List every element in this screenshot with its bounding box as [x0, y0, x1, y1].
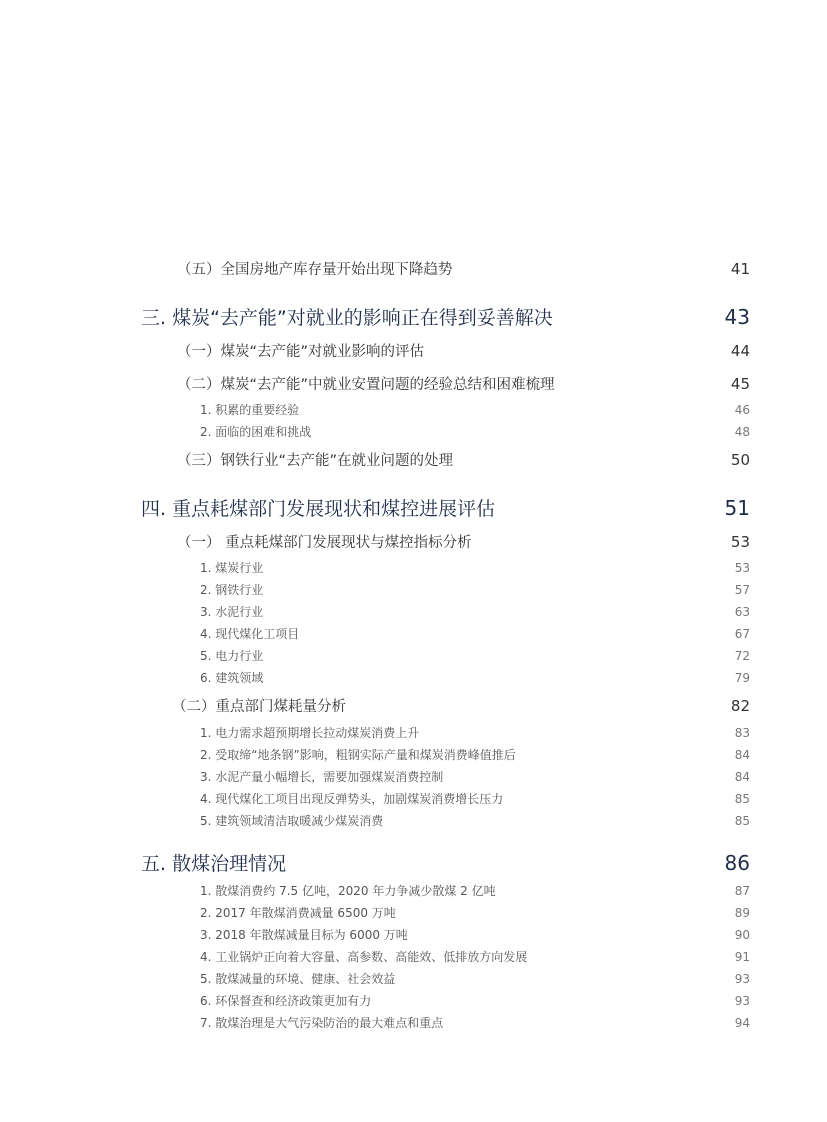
toc-page-number: 82: [730, 697, 750, 715]
toc-entry-sec4-sub2-item3[interactable]: [200, 768, 750, 785]
toc-label: 6. 建筑领域: [200, 671, 264, 685]
toc-label: 7. 散煤治理是大气污染防治的最大难点和重点: [200, 1016, 444, 1030]
toc-label: 1. 积累的重要经验: [200, 403, 300, 417]
toc-page-number: 79: [734, 671, 750, 685]
toc-label: 4. 现代煤化工项目: [200, 627, 300, 641]
toc-label: 3. 水泥行业: [200, 605, 264, 619]
toc-page-number: 46: [734, 403, 750, 417]
toc-section-4[interactable]: [141, 494, 750, 521]
toc-entry-sec3-sub2[interactable]: [177, 373, 750, 394]
toc-entry-sec3-sub2-item2[interactable]: [200, 423, 750, 440]
toc-label: （二）重点部门煤耗量分析: [172, 699, 346, 715]
toc-entry-sec2-item5[interactable]: [177, 258, 750, 279]
toc-label: （一） 重点耗煤部门发展现状与煤控指标分析: [177, 535, 472, 551]
toc-label: 5. 电力行业: [200, 649, 264, 663]
toc-page-number: 44: [730, 342, 750, 360]
toc-page-number: 43: [724, 305, 750, 329]
toc-label: 1. 电力需求超预期增长拉动煤炭消费上升: [200, 726, 420, 740]
toc-entry-sec4-sub1-item5[interactable]: [200, 647, 750, 664]
toc-label: 2. 2017 年散煤消费减量 6500 万吨: [200, 906, 396, 920]
toc-entry-sec3-sub1[interactable]: [177, 340, 750, 361]
toc-page-number: 86: [724, 851, 750, 875]
toc-entry-sec4-sub1-item2[interactable]: [200, 581, 750, 598]
toc-label: 1. 煤炭行业: [200, 561, 264, 575]
toc-page-number: 57: [734, 583, 750, 597]
toc-page-number: 93: [734, 972, 750, 986]
toc-label: 5. 建筑领域清洁取暖减少煤炭消费: [200, 814, 384, 828]
toc-label: （五）全国房地产库存量开始出现下降趋势: [177, 262, 453, 278]
toc-page-number: 83: [734, 726, 750, 740]
toc-section-title: 三. 煤炭“去产能”对就业的影响正在得到妥善解决: [141, 307, 553, 329]
toc-page-number: 63: [734, 605, 750, 619]
toc-entry-sec4-sub2-item4[interactable]: [200, 790, 750, 807]
toc-section-title: 四. 重点耗煤部门发展现状和煤控进展评估: [141, 498, 496, 520]
toc-page-number: 84: [734, 770, 750, 784]
toc-page-number: 45: [730, 375, 750, 393]
toc-entry-sec4-sub2[interactable]: [172, 695, 750, 716]
toc-page-number: 85: [734, 792, 750, 806]
toc-label: 4. 现代煤化工项目出现反弹势头，加剧煤炭消费增长压力: [200, 792, 504, 806]
toc-page-number: 51: [724, 496, 750, 520]
toc-entry-sec4-sub2-item2[interactable]: [200, 746, 750, 763]
toc-section-3[interactable]: [141, 303, 750, 330]
toc-page-number: 85: [734, 814, 750, 828]
toc-entry-sec5-item1[interactable]: [200, 882, 750, 899]
toc-entry-sec5-item3[interactable]: [200, 926, 750, 943]
toc-entry-sec4-sub1-item3[interactable]: [200, 603, 750, 620]
toc-entry-sec4-sub1-item1[interactable]: [200, 559, 750, 576]
toc-page-number: 94: [734, 1016, 750, 1030]
toc-page-number: 89: [734, 906, 750, 920]
toc-page-number: 93: [734, 994, 750, 1008]
toc-page-number: 53: [734, 561, 750, 575]
toc-page-number: 67: [734, 627, 750, 641]
toc-entry-sec4-sub2-item1[interactable]: [200, 724, 750, 741]
toc-label: 2. 钢铁行业: [200, 583, 264, 597]
toc-entry-sec3-sub3[interactable]: [177, 449, 750, 470]
toc-page-number: 50: [730, 451, 750, 469]
toc-label: 2. 受取缔“地条钢”影响，粗钢实际产量和煤炭消费峰值推后: [200, 748, 516, 762]
toc-entry-sec5-item4[interactable]: [200, 948, 750, 965]
toc-label: （一）煤炭“去产能”对就业影响的评估: [177, 344, 425, 360]
toc-label: 3. 水泥产量小幅增长，需要加强煤炭消费控制: [200, 770, 444, 784]
toc-label: 5. 散煤减量的环境、健康、社会效益: [200, 972, 396, 986]
toc-entry-sec5-item7[interactable]: [200, 1014, 750, 1031]
toc-entry-sec4-sub1-item6[interactable]: [200, 669, 750, 686]
toc-page-number: 87: [734, 884, 750, 898]
toc-entry-sec5-item2[interactable]: [200, 904, 750, 921]
toc-section-5[interactable]: [141, 849, 750, 876]
toc-page-number: 91: [734, 950, 750, 964]
toc-entry-sec5-item6[interactable]: [200, 992, 750, 1009]
toc-label: 6. 环保督查和经济政策更加有力: [200, 994, 372, 1008]
toc-label: 2. 面临的困难和挑战: [200, 425, 312, 439]
toc-label: 4. 工业锅炉正向着大容量、高参数、高能效、低排放方向发展: [200, 950, 528, 964]
toc-entry-sec4-sub1-item4[interactable]: [200, 625, 750, 642]
toc-label: （二）煤炭“去产能”中就业安置问题的经验总结和困难梳理: [177, 377, 555, 393]
toc-entry-sec4-sub1[interactable]: [177, 531, 750, 552]
toc-label: （三）钢铁行业“去产能”在就业问题的处理: [177, 453, 454, 469]
toc-entry-sec5-item5[interactable]: [200, 970, 750, 987]
toc-page-number: 41: [730, 260, 750, 278]
toc-page-number: 53: [730, 533, 750, 551]
toc-page-number: 72: [734, 649, 750, 663]
toc-label: 3. 2018 年散煤减量目标为 6000 万吨: [200, 928, 408, 942]
toc-page-number: 84: [734, 748, 750, 762]
toc-entry-sec3-sub2-item1[interactable]: [200, 401, 750, 418]
toc-page-number: 48: [734, 425, 750, 439]
toc-section-title: 五. 散煤治理情况: [141, 853, 287, 875]
toc-label: 1. 散煤消费约 7.5 亿吨，2020 年力争减少散煤 2 亿吨: [200, 884, 496, 898]
toc-entry-sec4-sub2-item5[interactable]: [200, 812, 750, 829]
toc-page-number: 90: [734, 928, 750, 942]
